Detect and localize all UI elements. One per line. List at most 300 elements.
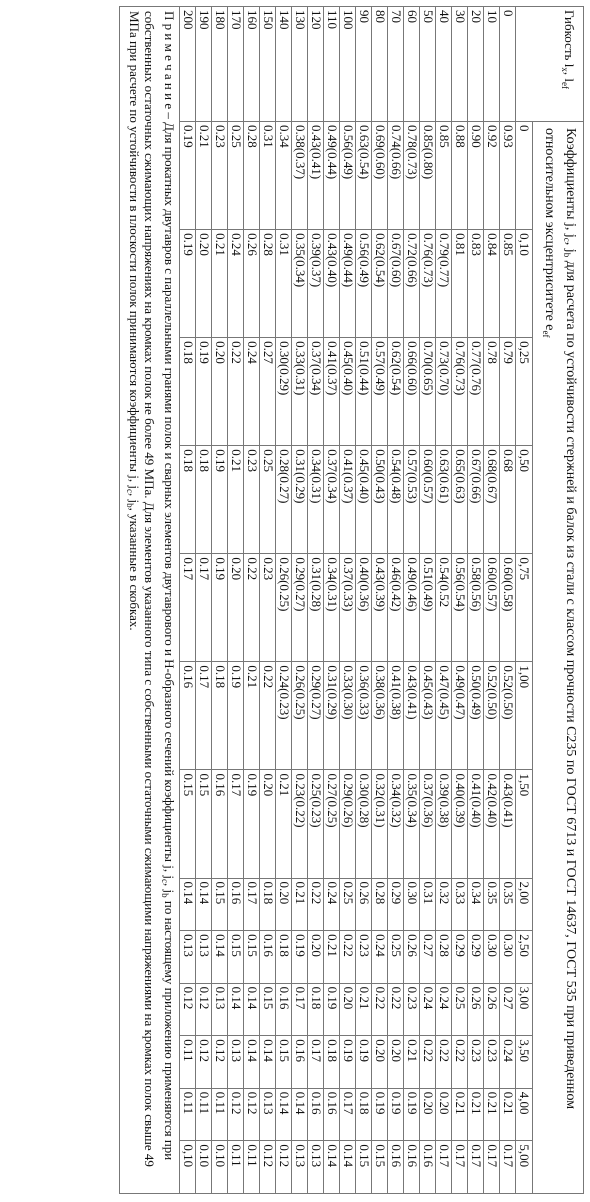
coefficient-cell: 0.21 (404, 1036, 420, 1089)
note-row (120, 7, 180, 1194)
coefficient-cell: 0.25 (340, 878, 356, 931)
coefficient-cell: 0.21 (228, 446, 244, 554)
coefficient-cell: 0.34 (468, 878, 484, 931)
flexibility-cell: 160 (244, 7, 260, 122)
coefficient-cell: 0.18 (276, 931, 292, 984)
note-text-2: , j (162, 883, 177, 894)
flexibility-cell: 0 (500, 7, 516, 122)
coefficient-cell: 0.92 (484, 122, 500, 230)
coefficient-cell: 0.23 (212, 122, 228, 230)
coefficient-cell: 0.17 (180, 554, 196, 662)
column-header: 0 (516, 122, 533, 230)
coefficient-cell: 0.28 (260, 230, 276, 338)
coefficient-cell: 0.52(0.50) (484, 662, 500, 770)
caption-part-3: для расчета по устойчивости стержней и балок из стали с классом прочности C235 по ГОСТ 6713 и ГОСТ 14637, ГОСТ 535 при приведенном относительном эксцентриситете e (542, 128, 578, 1110)
coefficient-cell: 0.21 (212, 230, 228, 338)
coefficient-cell: 0.24 (420, 983, 436, 1036)
coefficient-cell: 0.21 (356, 983, 372, 1036)
flexibility-cell: 50 (420, 7, 436, 122)
coefficient-cell: 0.18 (212, 662, 228, 770)
coefficient-cell: 0.24 (500, 1036, 516, 1089)
note-sub-b2: b (125, 503, 135, 508)
coefficient-cell: 0.21 (276, 770, 292, 878)
coefficient-cell: 0.10 (196, 1141, 212, 1194)
coefficient-cell: 0.26 (244, 230, 260, 338)
flexibility-cell: 190 (196, 7, 212, 122)
caption-sub-b: b (562, 252, 572, 258)
coefficient-cell: 0.18 (180, 446, 196, 554)
coefficient-cell: 0.35(0.34) (404, 770, 420, 878)
coefficient-cell: 0.63(0.61) (436, 446, 452, 554)
coefficient-cell: 0.13 (260, 1088, 276, 1141)
coefficient-cell: 0.17 (436, 1141, 452, 1194)
table-row (404, 7, 420, 1194)
coefficient-cell: 0.13 (292, 1141, 308, 1194)
coefficient-cell: 0.18 (308, 983, 324, 1036)
coefficient-cell: 0.17 (228, 770, 244, 878)
coefficient-cell: 0.22 (388, 983, 404, 1036)
coefficient-cell: 0.60(0.58) (500, 554, 516, 662)
coefficient-cell: 0.12 (244, 1088, 260, 1141)
coefficient-cell: 0.19 (388, 1088, 404, 1141)
coefficient-cell: 0.38(0.37) (292, 122, 308, 230)
flex-label: Гибкость l (562, 10, 577, 68)
coefficient-cell: 0.16 (420, 1141, 436, 1194)
coefficient-cell: 0.47(0.45) (436, 662, 452, 770)
coefficient-cell: 0.29 (452, 931, 468, 984)
column-header: 3,00 (516, 983, 533, 1036)
coefficient-cell: 0.51(0.49) (420, 554, 436, 662)
coefficient-cell: 0.73(0.70) (436, 338, 452, 446)
coefficient-cell: 0.69(0.60) (372, 122, 388, 230)
coefficient-cell: 0.57(0.49) (372, 338, 388, 446)
coefficient-cell: 0.79(0.77) (436, 230, 452, 338)
coefficient-cell: 0.43(0.41) (308, 122, 324, 230)
coefficient-cell: 0.21 (324, 931, 340, 984)
coefficient-cell: 0.28(0.27) (276, 446, 292, 554)
coefficient-cell: 0.27(0.25) (324, 770, 340, 878)
flex-sub: x (560, 67, 570, 72)
coefficient-cell: 0.30 (404, 878, 420, 931)
table-row (260, 7, 276, 1194)
coefficient-cell: 0.15 (212, 878, 228, 931)
coefficient-cell: 0.14 (340, 1141, 356, 1194)
flexibility-cell: 60 (404, 7, 420, 122)
coefficient-cell: 0.41(0.37) (340, 446, 356, 554)
coefficient-cell: 0.19 (292, 931, 308, 984)
coefficient-cell: 0.29(0.27) (292, 554, 308, 662)
coefficient-cell: 0.37(0.34) (324, 446, 340, 554)
coefficient-cell: 0.17 (196, 662, 212, 770)
coefficient-cell: 0.17 (452, 1141, 468, 1194)
coefficient-cell: 0.23 (356, 931, 372, 984)
coefficient-cell: 0.31(0.29) (292, 446, 308, 554)
coefficient-cell: 0.20 (436, 1088, 452, 1141)
coefficient-cell: 0.19 (244, 770, 260, 878)
table-row (212, 7, 228, 1194)
flexibility-cell: 170 (228, 7, 244, 122)
coefficient-cell: 0.52(0.50) (500, 662, 516, 770)
coefficient-cell: 0.15 (244, 931, 260, 984)
coefficient-cell: 0.28 (436, 931, 452, 984)
table-row (276, 7, 292, 1194)
coefficient-cell: 0.27 (260, 338, 276, 446)
coefficient-cell: 0.28 (244, 122, 260, 230)
coefficient-cell: 0.18 (260, 878, 276, 931)
coefficient-cell: 0.16 (404, 1141, 420, 1194)
coefficient-cell: 0.14 (276, 1088, 292, 1141)
coefficient-cell: 0.16 (180, 662, 196, 770)
coefficient-cell: 0.16 (308, 1088, 324, 1141)
flexibility-cell: 110 (324, 7, 340, 122)
coefficient-cell: 0.14 (180, 878, 196, 931)
coefficient-cell: 0.16 (388, 1141, 404, 1194)
coefficient-cell: 0.37(0.36) (420, 770, 436, 878)
coefficient-cell: 0.22 (452, 1036, 468, 1089)
coefficient-cell: 0.17 (308, 1036, 324, 1089)
table-row (292, 7, 308, 1194)
coefficient-cell: 0.13 (228, 1036, 244, 1089)
coefficient-cell: 0.43(0.40) (324, 230, 340, 338)
coefficient-cell: 0.20 (228, 554, 244, 662)
column-header: 4,00 (516, 1088, 533, 1141)
coefficient-cell: 0.25 (452, 983, 468, 1036)
flexibility-cell: 200 (180, 7, 196, 122)
note-sub-c1: c (160, 879, 170, 883)
coefficient-cell: 0.14 (228, 983, 244, 1036)
column-header: 2,50 (516, 931, 533, 984)
table-row (420, 7, 436, 1194)
coefficient-cell: 0.15 (260, 983, 276, 1036)
coefficient-cell: 0.19 (180, 122, 196, 230)
coefficient-cell: 0.56(0.49) (340, 122, 356, 230)
table-row (484, 7, 500, 1194)
coefficient-cell: 0.16 (228, 878, 244, 931)
coefficient-cell: 0.12 (196, 983, 212, 1036)
table-row (324, 7, 340, 1194)
coefficient-cell: 0.11 (212, 1088, 228, 1141)
coefficient-cell: 0.20 (276, 878, 292, 931)
coefficient-cell: 0.56(0.49) (356, 230, 372, 338)
caption-row (533, 7, 584, 1194)
coefficient-cell: 0.33(0.31) (292, 338, 308, 446)
coefficient-cell: 0.21 (244, 662, 260, 770)
coefficient-cell: 0.67(0.60) (388, 230, 404, 338)
coefficient-cell: 0.22 (260, 662, 276, 770)
coefficient-cell: 0.43(0.41) (404, 662, 420, 770)
note-text-3: по настоящему приложению применяются при собственных остаточных сжимающих напряжениях на кромках полок не более 49 МПа. Для элементов указанного типа с собственными остаточными сжимающими напряжениями на кромках полок свыше 49 МПа при расчете по устойчивости в плоскости полок принимаются коэффициенты j, j (127, 11, 177, 1167)
coefficient-cell: 0.39(0.37) (308, 230, 324, 338)
coefficient-cell: 0.42(0.40) (484, 770, 500, 878)
coefficient-cell: 0.29(0.26) (340, 770, 356, 878)
coefficient-cell: 0.32(0.31) (372, 770, 388, 878)
note-text-5: , указанные в скобках. (127, 507, 142, 631)
coefficients-table (119, 6, 584, 1194)
coefficient-cell: 0.78 (484, 338, 500, 446)
coefficient-cell: 0.17 (196, 554, 212, 662)
coefficient-cell: 0.31 (260, 122, 276, 230)
coefficient-cell: 0.23(0.22) (292, 770, 308, 878)
coefficient-cell: 0.84 (484, 230, 500, 338)
coefficient-cell: 0.21 (196, 122, 212, 230)
coefficient-cell: 0.16 (260, 931, 276, 984)
coefficient-cell: 0.30(0.29) (276, 338, 292, 446)
table-row (372, 7, 388, 1194)
note-sub-b1: b (160, 893, 170, 898)
coefficient-cell: 0.32 (436, 878, 452, 931)
coefficient-cell: 0.26 (404, 931, 420, 984)
caption-part-2: , j (563, 241, 578, 253)
coefficient-cell: 0.17 (484, 1141, 500, 1194)
coefficient-cell: 0.13 (196, 931, 212, 984)
coefficient-cell: 0.11 (180, 1088, 196, 1141)
coefficient-cell: 0.15 (196, 770, 212, 878)
coefficient-cell: 0.37(0.34) (308, 338, 324, 446)
coefficient-cell: 0.19 (196, 338, 212, 446)
coefficient-cell: 0.24(0.23) (276, 662, 292, 770)
coefficient-cell: 0.25 (388, 931, 404, 984)
table-row (196, 7, 212, 1194)
coefficient-cell: 0.17 (244, 878, 260, 931)
coefficient-cell: 0.12 (276, 1141, 292, 1194)
coefficient-cell: 0.15 (372, 1141, 388, 1194)
coefficient-cell: 0.88 (452, 122, 468, 230)
coefficient-cell: 0.76(0.73) (452, 338, 468, 446)
column-header: 1,50 (516, 770, 533, 878)
coefficient-cell: 0.17 (468, 1141, 484, 1194)
coefficient-cell: 0.31 (420, 878, 436, 931)
flexibility-cell: 140 (276, 7, 292, 122)
coefficient-cell: 0.16 (276, 983, 292, 1036)
coefficient-cell: 0.65(0.63) (452, 446, 468, 554)
coefficient-cell: 0.20 (260, 770, 276, 878)
coefficient-cell: 0.15 (276, 1036, 292, 1089)
table-row (228, 7, 244, 1194)
coefficient-cell: 0.17 (340, 1088, 356, 1141)
flexibility-header (516, 7, 584, 122)
flexibility-cell: 130 (292, 7, 308, 122)
coefficient-cell: 0.50(0.49) (468, 662, 484, 770)
column-header: 0,25 (516, 338, 533, 446)
column-header: 1,00 (516, 662, 533, 770)
coefficient-cell: 0.85 (500, 230, 516, 338)
coefficient-cell: 0.21 (468, 1088, 484, 1141)
coefficient-cell: 0.19 (228, 662, 244, 770)
coefficient-cell: 0.58(0.56) (468, 554, 484, 662)
coefficient-cell: 0.36(0.33) (356, 662, 372, 770)
eccentricity-header-row (516, 7, 533, 1194)
coefficient-cell: 0.35(0.34) (292, 230, 308, 338)
coefficient-cell: 0.13 (180, 931, 196, 984)
coefficient-cell: 0.20 (308, 931, 324, 984)
coefficient-cell: 0.23 (260, 554, 276, 662)
coefficient-cell: 0.20 (212, 338, 228, 446)
coefficient-cell: 0.11 (244, 1141, 260, 1194)
column-header: 5,00 (516, 1141, 533, 1194)
column-header: 2,00 (516, 878, 533, 931)
coefficient-cell: 0.26 (356, 878, 372, 931)
coefficient-cell: 0.23 (468, 1036, 484, 1089)
coefficient-cell: 0.12 (196, 1036, 212, 1089)
coefficient-cell: 0.26(0.25) (276, 554, 292, 662)
coefficient-cell: 0.15 (356, 1141, 372, 1194)
coefficient-cell: 0.16 (212, 770, 228, 878)
flexibility-cell: 150 (260, 7, 276, 122)
coefficient-cell: 0.12 (180, 983, 196, 1036)
coefficient-cell: 0.20 (420, 1088, 436, 1141)
coefficient-cell: 0.70(0.65) (420, 338, 436, 446)
coefficient-cell: 0.20 (340, 983, 356, 1036)
coefficient-cell: 0.74(0.66) (388, 122, 404, 230)
coefficient-cell: 0.19 (372, 1088, 388, 1141)
coefficient-cell: 0.29(0.27) (308, 662, 324, 770)
coefficient-cell: 0.14 (292, 1088, 308, 1141)
coefficient-cell: 0.54(0.48) (388, 446, 404, 554)
coefficient-cell: 0.24 (436, 983, 452, 1036)
coefficient-cell: 0.25(0.23) (308, 770, 324, 878)
coefficient-cell: 0.27 (420, 931, 436, 984)
table-row (388, 7, 404, 1194)
coefficient-cell: 0.14 (260, 1036, 276, 1089)
note-sub-c2: c (125, 489, 135, 493)
coefficient-cell: 0.16 (324, 1088, 340, 1141)
coefficient-cell: 0.22 (228, 338, 244, 446)
coefficient-cell: 0.45(0.40) (356, 446, 372, 554)
coefficient-cell: 0.26 (468, 983, 484, 1036)
coefficient-cell: 0.11 (228, 1141, 244, 1194)
table-row (452, 7, 468, 1194)
coefficient-cell: 0.93 (500, 122, 516, 230)
coefficient-cell: 0.68 (500, 446, 516, 554)
table-row (356, 7, 372, 1194)
flexibility-cell: 70 (388, 7, 404, 122)
coefficient-cell: 0.20 (372, 1036, 388, 1089)
coefficient-cell: 0.22 (372, 983, 388, 1036)
flexibility-cell: 90 (356, 7, 372, 122)
flex-label-2: , l (562, 71, 577, 82)
coefficient-cell: 0.38(0.36) (372, 662, 388, 770)
coefficient-cell: 0.30 (484, 931, 500, 984)
coefficient-cell: 0.85 (436, 122, 452, 230)
coefficient-cell: 0.21 (452, 1088, 468, 1141)
coefficient-cell: 0.22 (244, 554, 260, 662)
coefficient-cell: 0.35 (500, 878, 516, 931)
coefficient-cell: 0.27 (500, 983, 516, 1036)
coefficient-cell: 0.23 (404, 983, 420, 1036)
coefficient-cell: 0.22 (420, 1036, 436, 1089)
coefficient-cell: 0.85(0.80) (420, 122, 436, 230)
coefficient-cell: 0.62(0.54) (372, 230, 388, 338)
coefficient-cell: 0.14 (244, 983, 260, 1036)
coefficient-cell: 0.15 (228, 931, 244, 984)
caption-sub-c: c (562, 237, 572, 242)
flexibility-cell: 40 (436, 7, 452, 122)
coefficient-cell: 0.18 (324, 1036, 340, 1089)
coefficient-cell: 0.78(0.73) (404, 122, 420, 230)
coefficient-cell: 0.19 (356, 1036, 372, 1089)
coefficient-cell: 0.50(0.43) (372, 446, 388, 554)
coefficient-cell: 0.20 (196, 230, 212, 338)
coefficient-cell: 0.18 (180, 338, 196, 446)
coefficient-cell: 0.23 (484, 1036, 500, 1089)
table-row (340, 7, 356, 1194)
coefficient-cell: 0.10 (212, 1141, 228, 1194)
coefficient-cell: 0.14 (244, 1036, 260, 1089)
coefficient-cell: 0.21 (500, 1088, 516, 1141)
coefficient-cell: 0.41(0.37) (324, 338, 340, 446)
coefficient-cell: 0.40(0.36) (356, 554, 372, 662)
coefficient-cell: 0.19 (324, 983, 340, 1036)
coefficient-cell: 0.13 (212, 983, 228, 1036)
coefficient-cell: 0.60(0.57) (484, 554, 500, 662)
coefficient-cell: 0.45(0.40) (340, 338, 356, 446)
caption-part-1: Коэффициенты j, j (563, 128, 578, 238)
coefficient-cell: 0.67(0.66) (468, 446, 484, 554)
column-header: 0,50 (516, 446, 533, 554)
coefficient-cell: 0.63(0.54) (356, 122, 372, 230)
coefficient-cell: 0.11 (196, 1088, 212, 1141)
coefficient-cell: 0.22 (340, 931, 356, 984)
table-body (180, 7, 516, 1194)
coefficient-cell: 0.57(0.53) (404, 446, 420, 554)
flexibility-cell: 20 (468, 7, 484, 122)
coefficient-cell: 0.31(0.28) (308, 554, 324, 662)
coefficient-cell: 0.26 (484, 983, 500, 1036)
column-header: 0,75 (516, 554, 533, 662)
flexibility-cell: 10 (484, 7, 500, 122)
coefficient-cell: 0.24 (324, 878, 340, 931)
table-row (468, 7, 484, 1194)
flexibility-cell: 180 (212, 7, 228, 122)
flexibility-cell: 80 (372, 7, 388, 122)
coefficient-cell: 0.40(0.39) (452, 770, 468, 878)
column-header: 3,50 (516, 1036, 533, 1089)
coefficient-cell: 0.43(0.41) (500, 770, 516, 878)
coefficient-cell: 0.18 (356, 1088, 372, 1141)
coefficient-cell: 0.49(0.44) (324, 122, 340, 230)
flexibility-cell: 30 (452, 7, 468, 122)
coefficient-cell: 0.81 (452, 230, 468, 338)
coefficient-cell: 0.21 (484, 1088, 500, 1141)
note-lead: П р и м е ч а н и е (162, 11, 177, 110)
coefficient-cell: 0.49(0.47) (452, 662, 468, 770)
coefficient-cell: 0.41(0.38) (388, 662, 404, 770)
coefficient-cell: 0.12 (260, 1141, 276, 1194)
coefficient-cell: 0.54(0.52 (436, 554, 452, 662)
coefficient-cell: 0.79 (500, 338, 516, 446)
coefficient-cell: 0.76(0.73) (420, 230, 436, 338)
table-note (120, 7, 180, 1194)
coefficient-cell: 0.12 (228, 1088, 244, 1141)
coefficient-cell: 0.30(0.28) (356, 770, 372, 878)
coefficient-cell: 0.30 (500, 931, 516, 984)
coefficient-cell: 0.39(0.38) (436, 770, 452, 878)
coefficient-cell: 0.24 (372, 931, 388, 984)
table-caption (533, 122, 584, 1194)
coefficient-cell: 0.34 (276, 122, 292, 230)
coefficient-cell: 0.25 (260, 446, 276, 554)
table-row (436, 7, 452, 1194)
coefficient-cell: 0.25 (228, 122, 244, 230)
coefficient-cell: 0.20 (388, 1036, 404, 1089)
coefficient-cell: 0.34(0.31) (324, 554, 340, 662)
coefficient-cell: 0.29 (388, 878, 404, 931)
note-text-1: – Для прокатных двутавров с параллельными гранями полок и сварных элементов двутаврового и Н-образного сечений коэффициенты j, j (162, 109, 177, 879)
flexibility-cell: 100 (340, 7, 356, 122)
coefficient-cell: 0.43(0.39) (372, 554, 388, 662)
table-row (500, 7, 516, 1194)
coefficient-cell: 0.24 (244, 338, 260, 446)
